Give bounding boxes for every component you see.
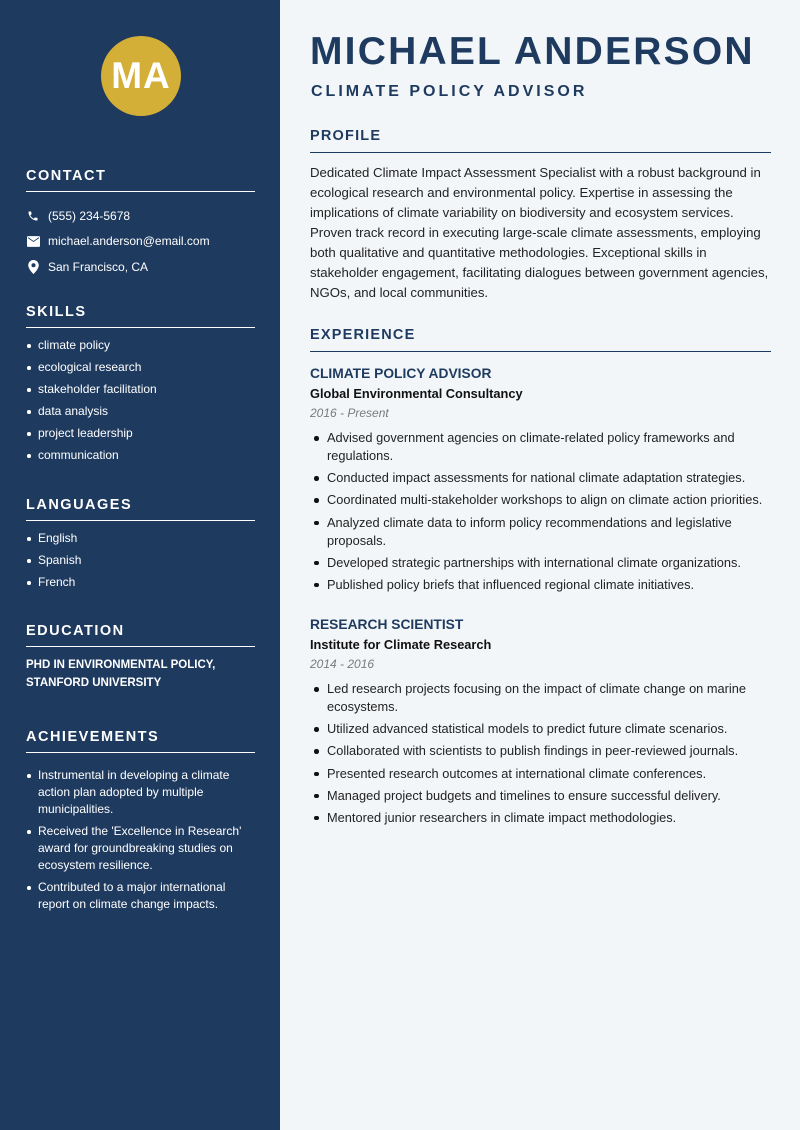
job-company: Global Environmental Consultancy <box>310 386 523 401</box>
language-item: English <box>26 530 255 547</box>
job-bullet: Conducted impact assessments for national climate adaptation strategies. <box>310 469 771 487</box>
job-bullet: Published policy briefs that influenced regional climate initiatives. <box>310 576 771 594</box>
skills-list <box>26 337 255 464</box>
job-bullet: Collaborated with scientists to publish findings in peer-reviewed journals. <box>310 742 771 760</box>
phone-icon <box>26 209 40 223</box>
job-title: RESEARCH SCIENTIST <box>310 617 464 632</box>
sidebar <box>0 0 280 1130</box>
job-dates: 2016 - Present <box>310 406 389 420</box>
contact-phone-text[interactable]: (555) 234-5678 <box>48 208 131 223</box>
achievements-list <box>26 767 255 913</box>
job-bullet: Advised government agencies on climate-related policy frameworks and regulations. <box>310 429 771 465</box>
job-entry <box>310 366 771 598</box>
experience-section <box>310 327 771 352</box>
avatar-initials: MA <box>111 55 171 96</box>
job-entry <box>310 617 771 831</box>
contact-phone <box>26 203 255 229</box>
skill-item: communication <box>26 447 255 464</box>
profile-section <box>310 128 771 303</box>
achievement-item: Instrumental in developing a climate action plan adopted by multiple municipalities. <box>26 767 255 818</box>
job-bullets <box>310 680 771 827</box>
job-bullet: Led research projects focusing on the impact of climate change on marine ecosystems. <box>310 680 771 716</box>
contact-location-text: San Francisco, CA <box>48 259 149 274</box>
contact-heading: CONTACT <box>26 168 255 192</box>
achievements-section <box>26 729 255 918</box>
skills-heading: SKILLS <box>26 304 255 328</box>
contact-email <box>26 229 255 255</box>
language-item: French <box>26 574 255 591</box>
education-section <box>26 623 255 692</box>
profile-heading: PROFILE <box>310 128 771 153</box>
languages-list <box>26 530 255 591</box>
job-bullet: Mentored junior researchers in climate impact methodologies. <box>310 809 771 827</box>
skill-item: data analysis <box>26 403 255 420</box>
contact-list <box>26 203 255 280</box>
contact-section <box>26 168 255 280</box>
languages-section <box>26 497 255 596</box>
languages-heading: LANGUAGES <box>26 497 255 521</box>
job-bullet: Coordinated multi-stakeholder workshops to align on climate action priorities. <box>310 491 771 509</box>
job-company: Institute for Climate Research <box>310 637 492 652</box>
achievement-item: Contributed to a major international report on climate change impacts. <box>26 879 255 913</box>
main-content <box>280 0 800 1130</box>
experience-heading: EXPERIENCE <box>310 327 771 352</box>
skill-item: stakeholder facilitation <box>26 381 255 398</box>
location-pin-icon <box>26 260 40 274</box>
skill-item: project leadership <box>26 425 255 442</box>
email-icon <box>26 234 40 248</box>
job-bullet: Developed strategic partnerships with international climate organizations. <box>310 554 771 572</box>
job-bullet: Utilized advanced statistical models to predict future climate scenarios. <box>310 720 771 738</box>
job-title: CLIMATE POLICY ADVISOR <box>310 366 492 381</box>
job-bullet: Analyzed climate data to inform policy recommendations and legislative proposals. <box>310 514 771 550</box>
contact-location <box>26 254 255 280</box>
achievements-heading: ACHIEVEMENTS <box>26 729 255 753</box>
language-item: Spanish <box>26 552 255 569</box>
skill-item: ecological research <box>26 359 255 376</box>
job-bullet: Presented research outcomes at international climate conferences. <box>310 765 771 783</box>
skills-section <box>26 304 255 469</box>
education-entry: PHD IN ENVIRONMENTAL POLICY, STANFORD UNIVERSITY <box>26 659 216 689</box>
achievement-item: Received the 'Excellence in Research' award for groundbreaking studies on ecosystem resilience. <box>26 823 255 874</box>
job-bullet: Managed project budgets and timelines to ensure successful delivery. <box>310 787 771 805</box>
skill-item: climate policy <box>26 337 255 354</box>
candidate-title: CLIMATE POLICY ADVISOR <box>311 83 588 100</box>
candidate-name: MICHAEL ANDERSON <box>310 30 755 73</box>
profile-text: Dedicated Climate Impact Assessment Specialist with a robust background in ecological research and environmental policy. Expertise in assessing the implications of climate variability on biodiversity and ecosystem services. Proven track record in executing large-scale climate assessments, employing both qualitative and quantitative methodologies. Exceptional skills in stakeholder engagement, facilitating dialogues between government agencies, NGOs, and local communities. <box>310 165 769 300</box>
job-bullets <box>310 429 771 594</box>
avatar <box>101 36 181 116</box>
education-heading: EDUCATION <box>26 623 255 647</box>
job-dates: 2014 - 2016 <box>310 657 375 671</box>
contact-email-text[interactable]: michael.anderson@email.com <box>48 234 210 249</box>
